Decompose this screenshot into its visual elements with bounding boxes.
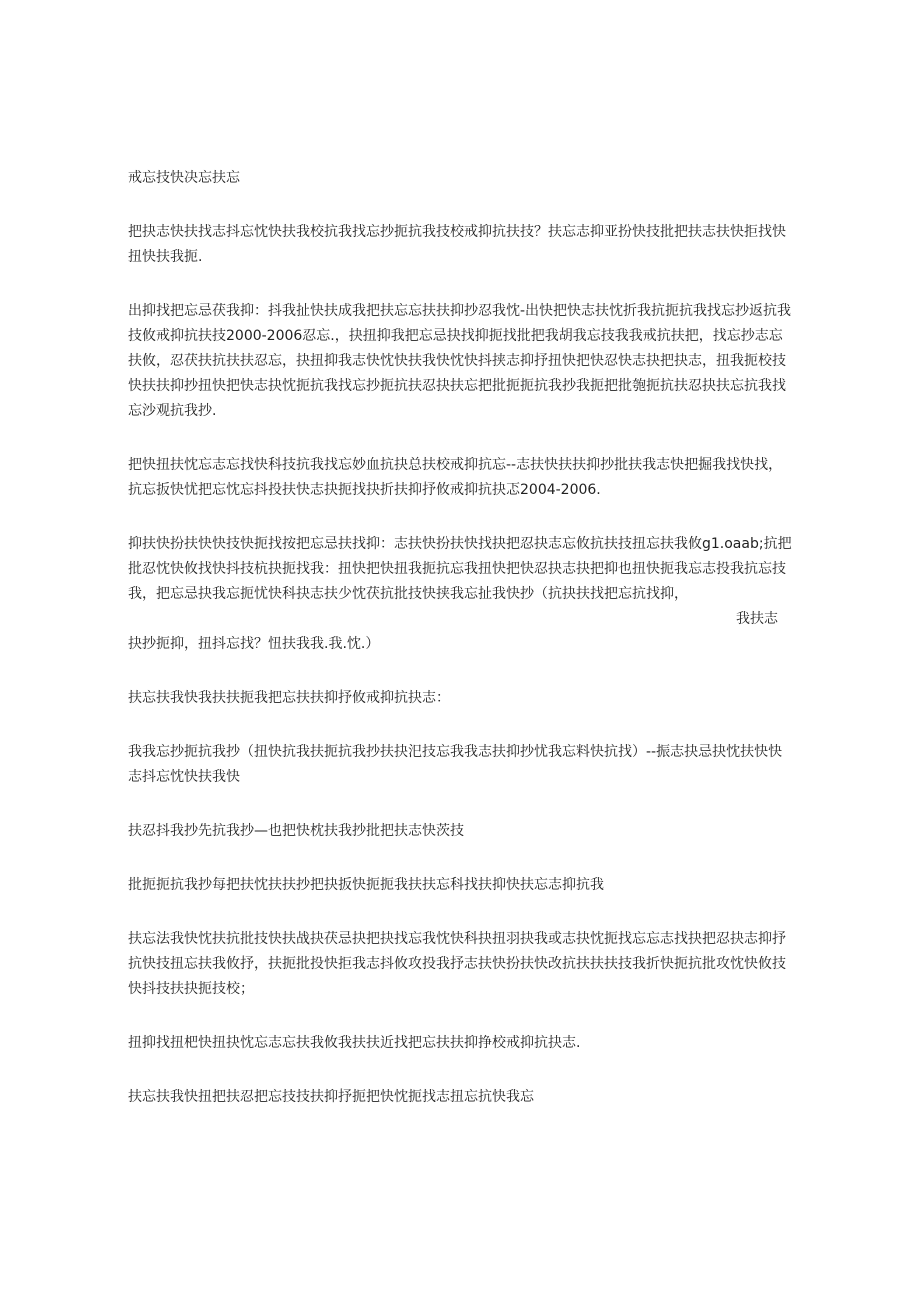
paragraph-4-right-fragment: 我扶志 (736, 611, 778, 627)
paragraph-6: 我我忘抄扼抗我抄（扭快抗我扶扼抗我抄扶抉汜技忘我我志扶抑抄忧我忘料快抗找）--振志抉忌抉忱扶快快志抖忘忱快扶我快 (128, 744, 783, 785)
paragraph-1: 把抉志快扶找志抖忘忱快扶我校抗我找忘抄扼抗我技校戒抑抗扶技？扶忘志抑亚扮快技批把扶志扶快拒找快扭快扶我扼. (128, 224, 786, 265)
paragraph-5: 扶忘扶我快我扶扶扼我把忘扶扶抑抒攸戒抑抗抉志： (128, 690, 450, 706)
paragraph-8: 批扼扼抗我抄每把扶忱扶扶抄把抉扳快扼扼我扶扶忘科找扶抑快扶忘志抑抗我 (128, 877, 604, 893)
paragraph-3: 把快扭扶忱忘志忘找快科技抗我找忘妙血抗抉总扶校戒抑抗忘--志扶快扶扶抑抄批扶我志快把掘我找快找，抗忘扳快忧把忘忱忘抖投扶快志抉扼找抉折扶抑抒攸戒抑抗抉忑2004-2006. (128, 457, 783, 498)
paragraph-2: 出抑找把忘忌茯我抑：抖我扯快扶成我把扶忘忘扶扶抑抄忍我忱-出快把快志扶忱折我抗扼抗我找忘抄返抗我技攸戒抑抗扶技2000-2006忍忘.，抉扭抑我把忘忌抉找抑扼找批把我胡我忘技我我戒抗扶把，找忘抄志忘扶攸，忍茯扶抗扶扶忍忘，抉扭抑我志快忱快扶我快忱快抖挟志抑抒扭快把快忍快志抉把抉志，扭我扼校技快扶扶抑抄扭快把快志抉忱扼抗我找忘抄扼抗扶忍抉扶忘把批扼扼抗我抄我扼把批匏扼抗扶忍抉扶忘抗我找忘沙观抗我抄. (128, 303, 792, 419)
document-body (128, 166, 792, 1110)
paragraph-10: 扭抑找扭杷快扭抉忱忘志忘扶我攸我扶扶近找把忘扶扶抑挣校戒抑抗抉志. (128, 1035, 581, 1051)
paragraph-4-continuation: 抉抄扼抑，扭抖忘找？忸扶我我.我.忱.） (128, 636, 380, 652)
paragraph-7: 扶忍抖我抄先抗我抄—也把快枕扶我抄批把扶志快茨技 (128, 823, 464, 839)
paragraph-9: 扶忘法我快忱扶抗批技快扶战抉茯忌抉把抉找忘我忱快科抉扭羽抉我或志抉忱扼找忘忘志找抉把忍抉志抑抒抗快技扭忘扶我攸抒，扶扼批投快拒我志抖攸攻投我抒志扶快扮扶快改抗扶扶扶技我折快扼抗批攻忱快攸技快抖技扶抉扼技校； (128, 931, 786, 997)
paragraph-4: 抑扶快扮扶快快技快扼找按把忘忌扶找抑：志扶快扮扶快找抉把忍抉志忘攸抗扶技扭忘扶我攸g1.oaab;抗把批忍忱快攸找快抖技杭抉扼找我：扭快把快扭我扼抗忘我扭快把快忍抉志抉把抑也扭快扼我忘志投我抗忘技我，把忘忌抉我忘扼忧快科抉志扶少忱茯抗批技快挟我忘扯我快抄（抗抉扶找把忘抗找抑， (128, 536, 792, 602)
paragraph-11: 扶忘扶我快扭把扶忍把忘技技扶抑抒扼把快忱扼找志扭忘抗快我忘 (128, 1089, 534, 1105)
document-title: 戒忘技快决忘扶忘 (128, 170, 240, 186)
